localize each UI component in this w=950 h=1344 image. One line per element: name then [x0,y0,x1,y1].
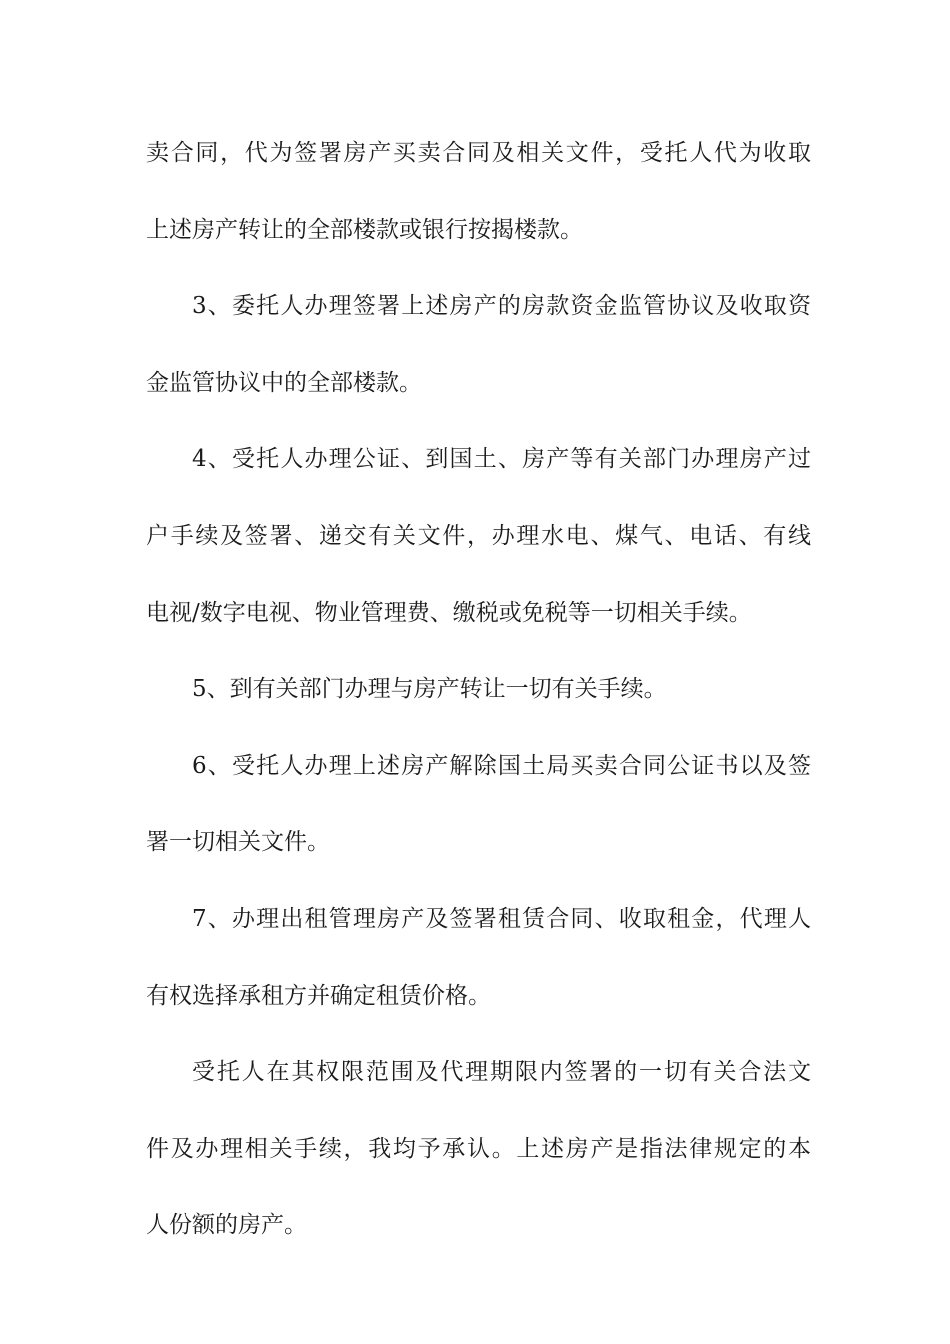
paragraph-line: 7、办理出租管理房产及签署租赁合同、收取租金，代理人 [192,905,811,932]
paragraph-line: 人份额的房产。 [146,1212,307,1239]
paragraph-line: 金监管协议中的全部楼款。 [146,369,422,396]
paragraph-line: 电视/数字电视、物业管理费、缴税或免税等一切相关手续。 [146,599,752,626]
paragraph-line: 4、受托人办理公证、到国土、房产等有关部门办理房产过 [192,446,811,473]
document-body [146,130,811,1279]
paragraph-line: 上述房产转让的全部楼款或银行按揭楼款。 [146,216,583,243]
paragraph-line: 受托人在其权限范围及代理期限内签署的一切有关合法文 [192,1059,811,1086]
paragraph-line: 3、委托人办理签署上述房产的房款资金监管协议及收取资 [192,293,811,320]
paragraph-line: 5、到有关部门办理与房产转让一切有关手续。 [192,676,667,703]
paragraph-line: 有权选择承租方并确定租赁价格。 [146,982,491,1009]
paragraph-line: 6、受托人办理上述房产解除国土局买卖合同公证书以及签 [192,752,811,779]
paragraph-line: 署一切相关文件。 [146,829,330,856]
paragraph-line: 件及办理相关手续，我均予承认。上述房产是指法律规定的本 [146,1135,811,1162]
paragraph-line: 卖合同，代为签署房产买卖合同及相关文件，受托人代为收取 [146,140,811,166]
paragraph-line: 户手续及签署、递交有关文件，办理水电、煤气、电话、有线 [146,522,811,549]
